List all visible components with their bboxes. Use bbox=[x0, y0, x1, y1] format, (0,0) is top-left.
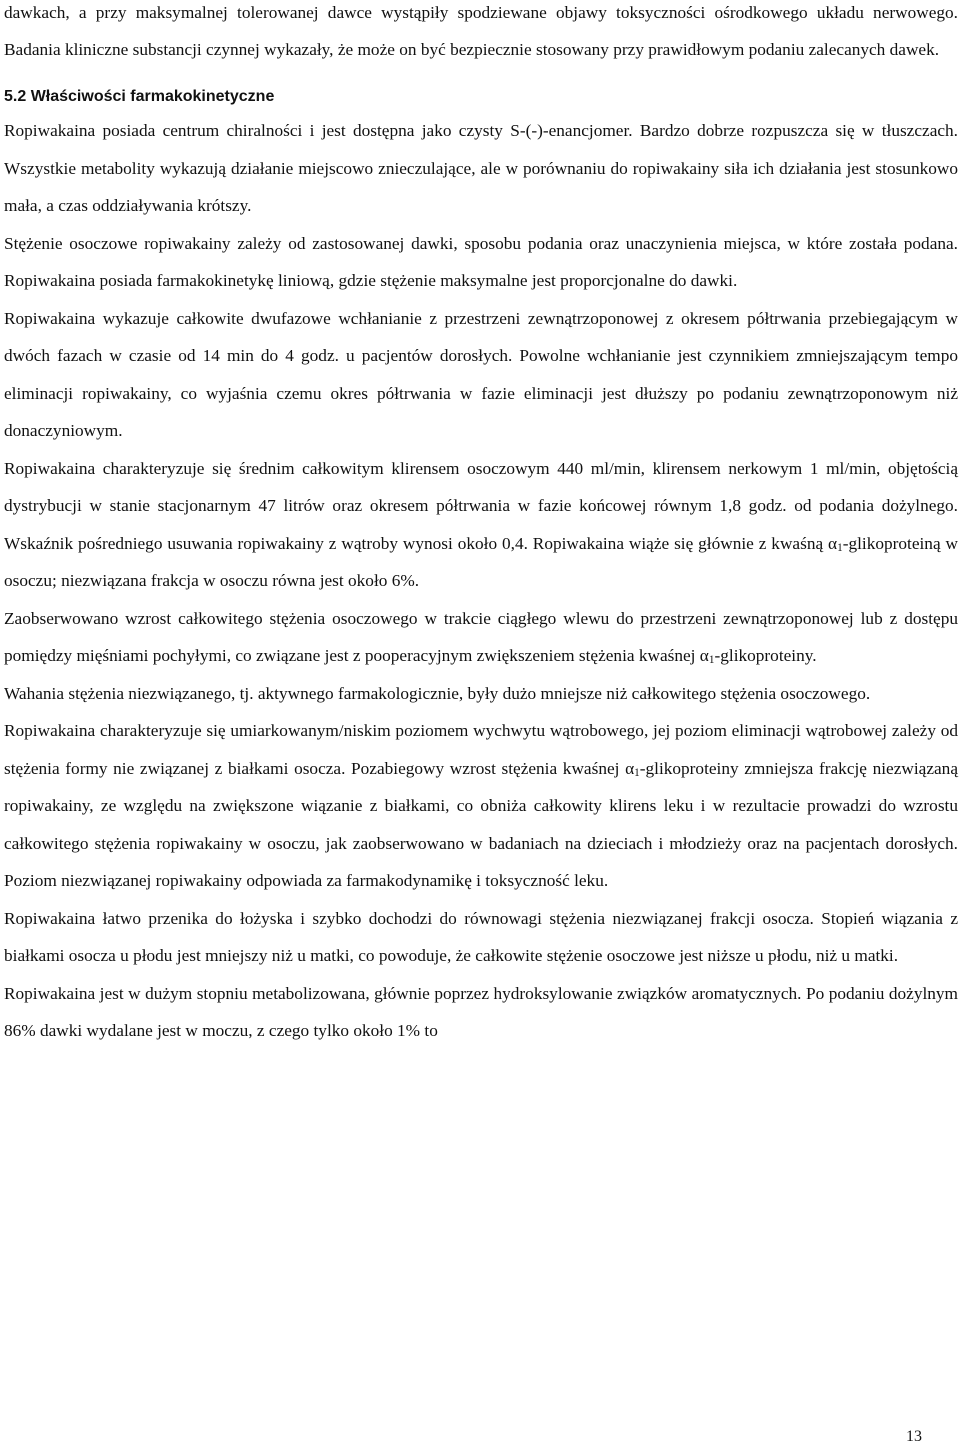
paragraph-infusion bbox=[4, 600, 958, 675]
paragraph-absorption: Ropiwakaina wykazuje całkowite dwufazowe wchłanianie z przestrzeni zewnątrzoponowej z okresem półtrwania przebiegającym w dwóch fazach w czasie od 14 min do 4 godz. u pacjentów dorosłych. Powolne wchłanianie jest czynnikiem zmniejszającym tempo eliminacji ropiwakainy, co wyjaśnia czemu okres półtrwania w fazie eliminacji jest dłuższy po podaniu zewnątrzoponowym niż donaczyniowym. bbox=[4, 308, 958, 440]
paragraph-hepatic-extraction bbox=[4, 712, 958, 900]
subscript: 1 bbox=[837, 541, 843, 554]
text-run: -glikoproteiny. bbox=[714, 646, 817, 665]
text-run: -glikoproteiną w osoczu; niezwiązana frakcja w osoczu równa jest około 6%. bbox=[4, 533, 958, 590]
text-run: Zaobserwowano wzrost całkowitego stężenia osoczowego w trakcie ciągłego wlewu do przestrzeni zewnątrzoponowej lub z dostępu pomiędzy mięśniami pochyłymi, co związane jest z pooperacyjnym zwiększeniem stężenia kwaśnej α bbox=[4, 608, 958, 665]
paragraph-clearance bbox=[4, 450, 958, 600]
subscript: 1 bbox=[708, 654, 715, 667]
paragraph-chirality: Ropiwakaina posiada centrum chiralności i jest dostępna jako czysty S-(-)-enancjomer. Bardzo dobrze rozpuszcza się w tłuszczach. Wszystkie metabolity wykazują działanie miejscowo znieczulające, ale w porównaniu do ropiwakainy siła ich działania jest stosunkowo mała, a czas oddziaływania krótszy. bbox=[4, 121, 958, 215]
text-run: -glikoproteiny zmniejsza frakcję niezwiązaną ropiwakainy, ze względu na zwiększone wiązanie z białkami, co obniża całkowity klirens leku i w rezultacie prowadzi do wzrostu całkowitego stężenia ropiwakainy w osoczu, jak zaobserwowano w badaniach na dzieciach i młodzieży oraz na pacjentach dorosłych. Poziom niezwiązanej ropiwakainy odpowiada za farmakodynamikę i toksyczność leku. bbox=[4, 758, 958, 890]
document-body bbox=[4, 0, 958, 1050]
text-run: Ropiwakaina charakteryzuje się umiarkowanym/niskim poziomem wychwytu wątrobowego, jej poziom eliminacji wątrobowej zależy od stężenia formy nie związanej z białkami osocza. Pozabiegowy wzrost stężenia kwaśnej α bbox=[4, 721, 958, 778]
paragraph-plasma-concentration: Stężenie osoczowe ropiwakainy zależy od zastosowanej dawki, sposobu podania oraz unaczynienia miejsca, w które została podana. Ropiwakaina posiada farmakokinetykę liniową, gdzie stężenie maksymalne jest proporcjonalne do dawki. bbox=[4, 233, 958, 290]
section-heading: 5.2 Właściwości farmakokinetyczne bbox=[4, 88, 275, 105]
intro-paragraph: dawkach, a przy maksymalnej tolerowanej dawce wystąpiły spodziewane objawy toksyczności ośrodkowego układu nerwowego. Badania kliniczne substancji czynnej wykazały, że może on być bezpiecznie stosowany przy prawidłowym podaniu zalecanych dawek. bbox=[4, 3, 958, 59]
paragraph-placenta: Ropiwakaina łatwo przenika do łożyska i szybko dochodzi do równowagi stężenia niezwiązanej frakcji osocza. Stopień wiązania z białkami osocza u płodu jest mniejszy niż u matki, co powoduje, że całkowite stężenie osoczowe jest niższe u płodu, niż u matki. bbox=[4, 908, 958, 965]
paragraph-unbound-fluctuations: Wahania stężenia niezwiązanego, tj. aktywnego farmakologicznie, były dużo mniejsze niż całkowitego stężenia osoczowego. bbox=[4, 683, 871, 703]
paragraph-metabolism: Ropiwakaina jest w dużym stopniu metabolizowana, głównie poprzez hydroksylowanie związków aromatycznych. Po podaniu dożylnym 86% dawki wydalane jest w moczu, z czego tylko około 1% to bbox=[4, 983, 958, 1040]
subscript: 1 bbox=[634, 766, 640, 779]
page-number: 13 bbox=[906, 1428, 922, 1445]
text-run: Ropiwakaina charakteryzuje się średnim całkowitym klirensem osoczowym 440 ml/min, klirensem nerkowym 1 ml/min, objętością dystrybucji w stanie stacjonarnym 47 litrów oraz okresem półtrwania w fazie końcowej równym 1,8 godz. od podania dożylnego. Wskaźnik pośredniego usuwania ropiwakainy z wątroby wynosi około 0,4. Ropiwakaina wiąże się głównie z kwaśną α bbox=[4, 458, 958, 553]
